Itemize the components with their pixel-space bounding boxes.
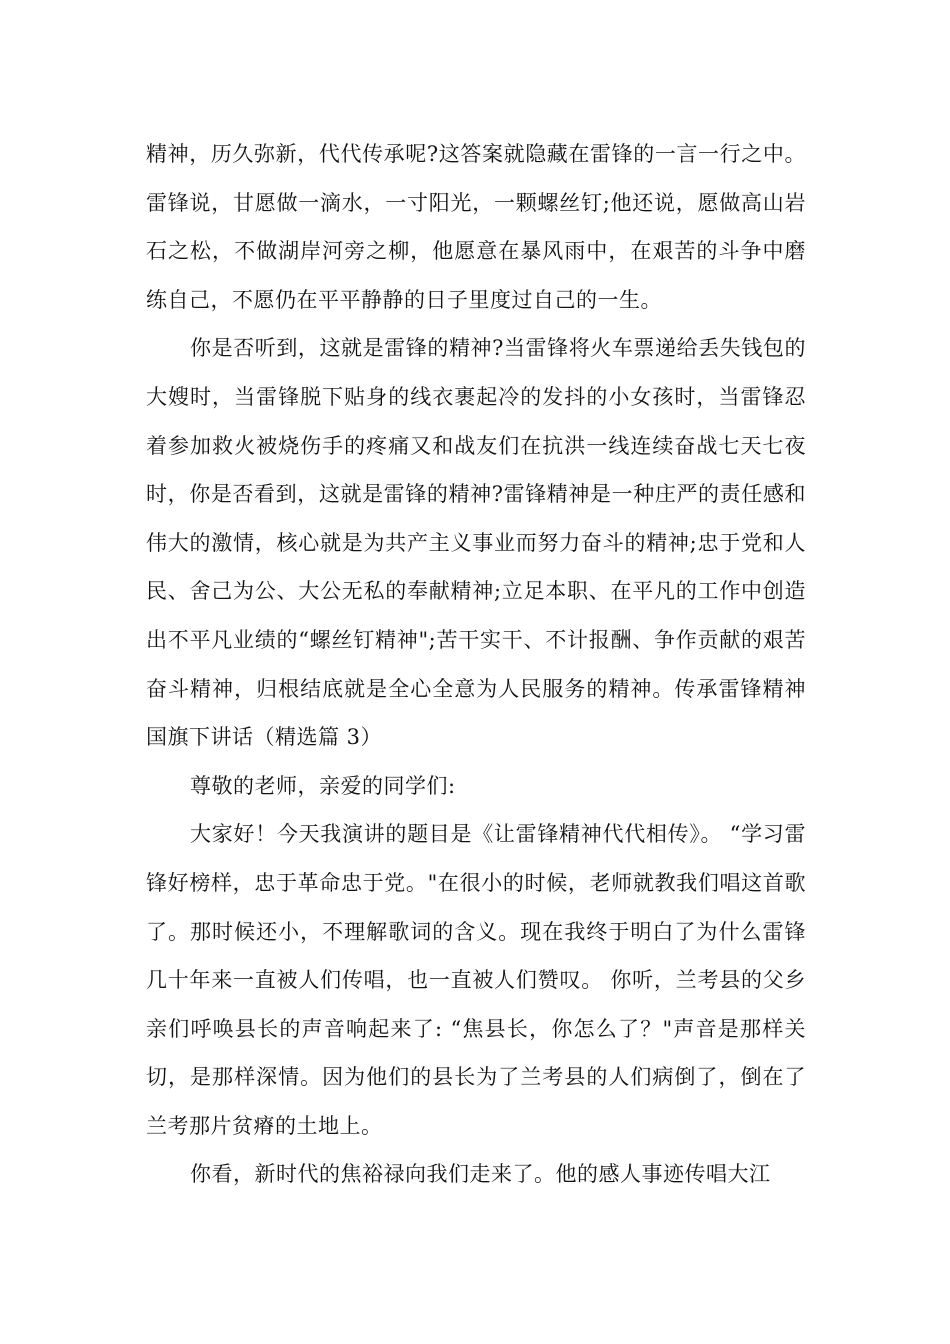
document-body [146,130,806,1199]
paragraph-continuation: 精神，历久弥新，代代传承呢?这答案就隐藏在雷锋的一言一行之中。雷锋说，甘愿做一滴水，一寸阳光，一颗螺丝钉;他还说，愿做高山岩石之松，不做湖岸河旁之柳，他愿意在暴风雨中，在艰苦的斗争中磨练自己，不愿仍在平平静静的日子里度过自己的一生。 [146,142,806,312]
paragraph-leifeng-spirit: 你是否听到，这就是雷锋的精神?当雷锋将火车票递给丢失钱包的大嫂时，当雷锋脱下贴身的线衣裹起冷的发抖的小女孩时，当雷锋忍着参加救火被烧伤手的疼痛又和战友们在抗洪一线连续奋战七天七夜时，你是否看到，这就是雷锋的精神?雷锋精神是一种庄严的责任感和伟大的激情，核心就是为共产主义事业而努力奋斗的精神;忠于党和人民、舍己为公、大公无私的奉献精神;立足本职、在平凡的工作中创造出不平凡业绩的“螺丝钉精神";苦干实干、不计报酬、争作贡献的艰苦奋斗精神，归根结底就是全心全意为人民服务的精神。传承雷锋精神国旗下讲话（精选篇 3） [146,336,806,750]
paragraph-speech-opening: 大家好！今天我演讲的题目是《让雷锋精神代代相传》。 “学习雷锋好榜样，忠于革命忠于党。"在很小的时候，老师就教我们唱这首歌了。那时候还小，不理解歌词的含义。现在我终于明白了为什么雷锋几十年来一直被人们传唱，也一直被人们赞叹。 你听，兰考县的父乡亲们呼唤县长的声音响起来了: “焦县长，你怎么了？"声音是那样关切，是那样深情。因为他们的县长为了兰考县的人们病倒了，倒在了兰考那片贫瘠的土地上。 [146,822,806,1138]
paragraph-new-era: 你看，新时代的焦裕禄向我们走来了。他的感人事迹传唱大江 [190,1162,771,1187]
paragraph-salutation: 尊敬的老师，亲爱的同学们: [190,773,456,798]
